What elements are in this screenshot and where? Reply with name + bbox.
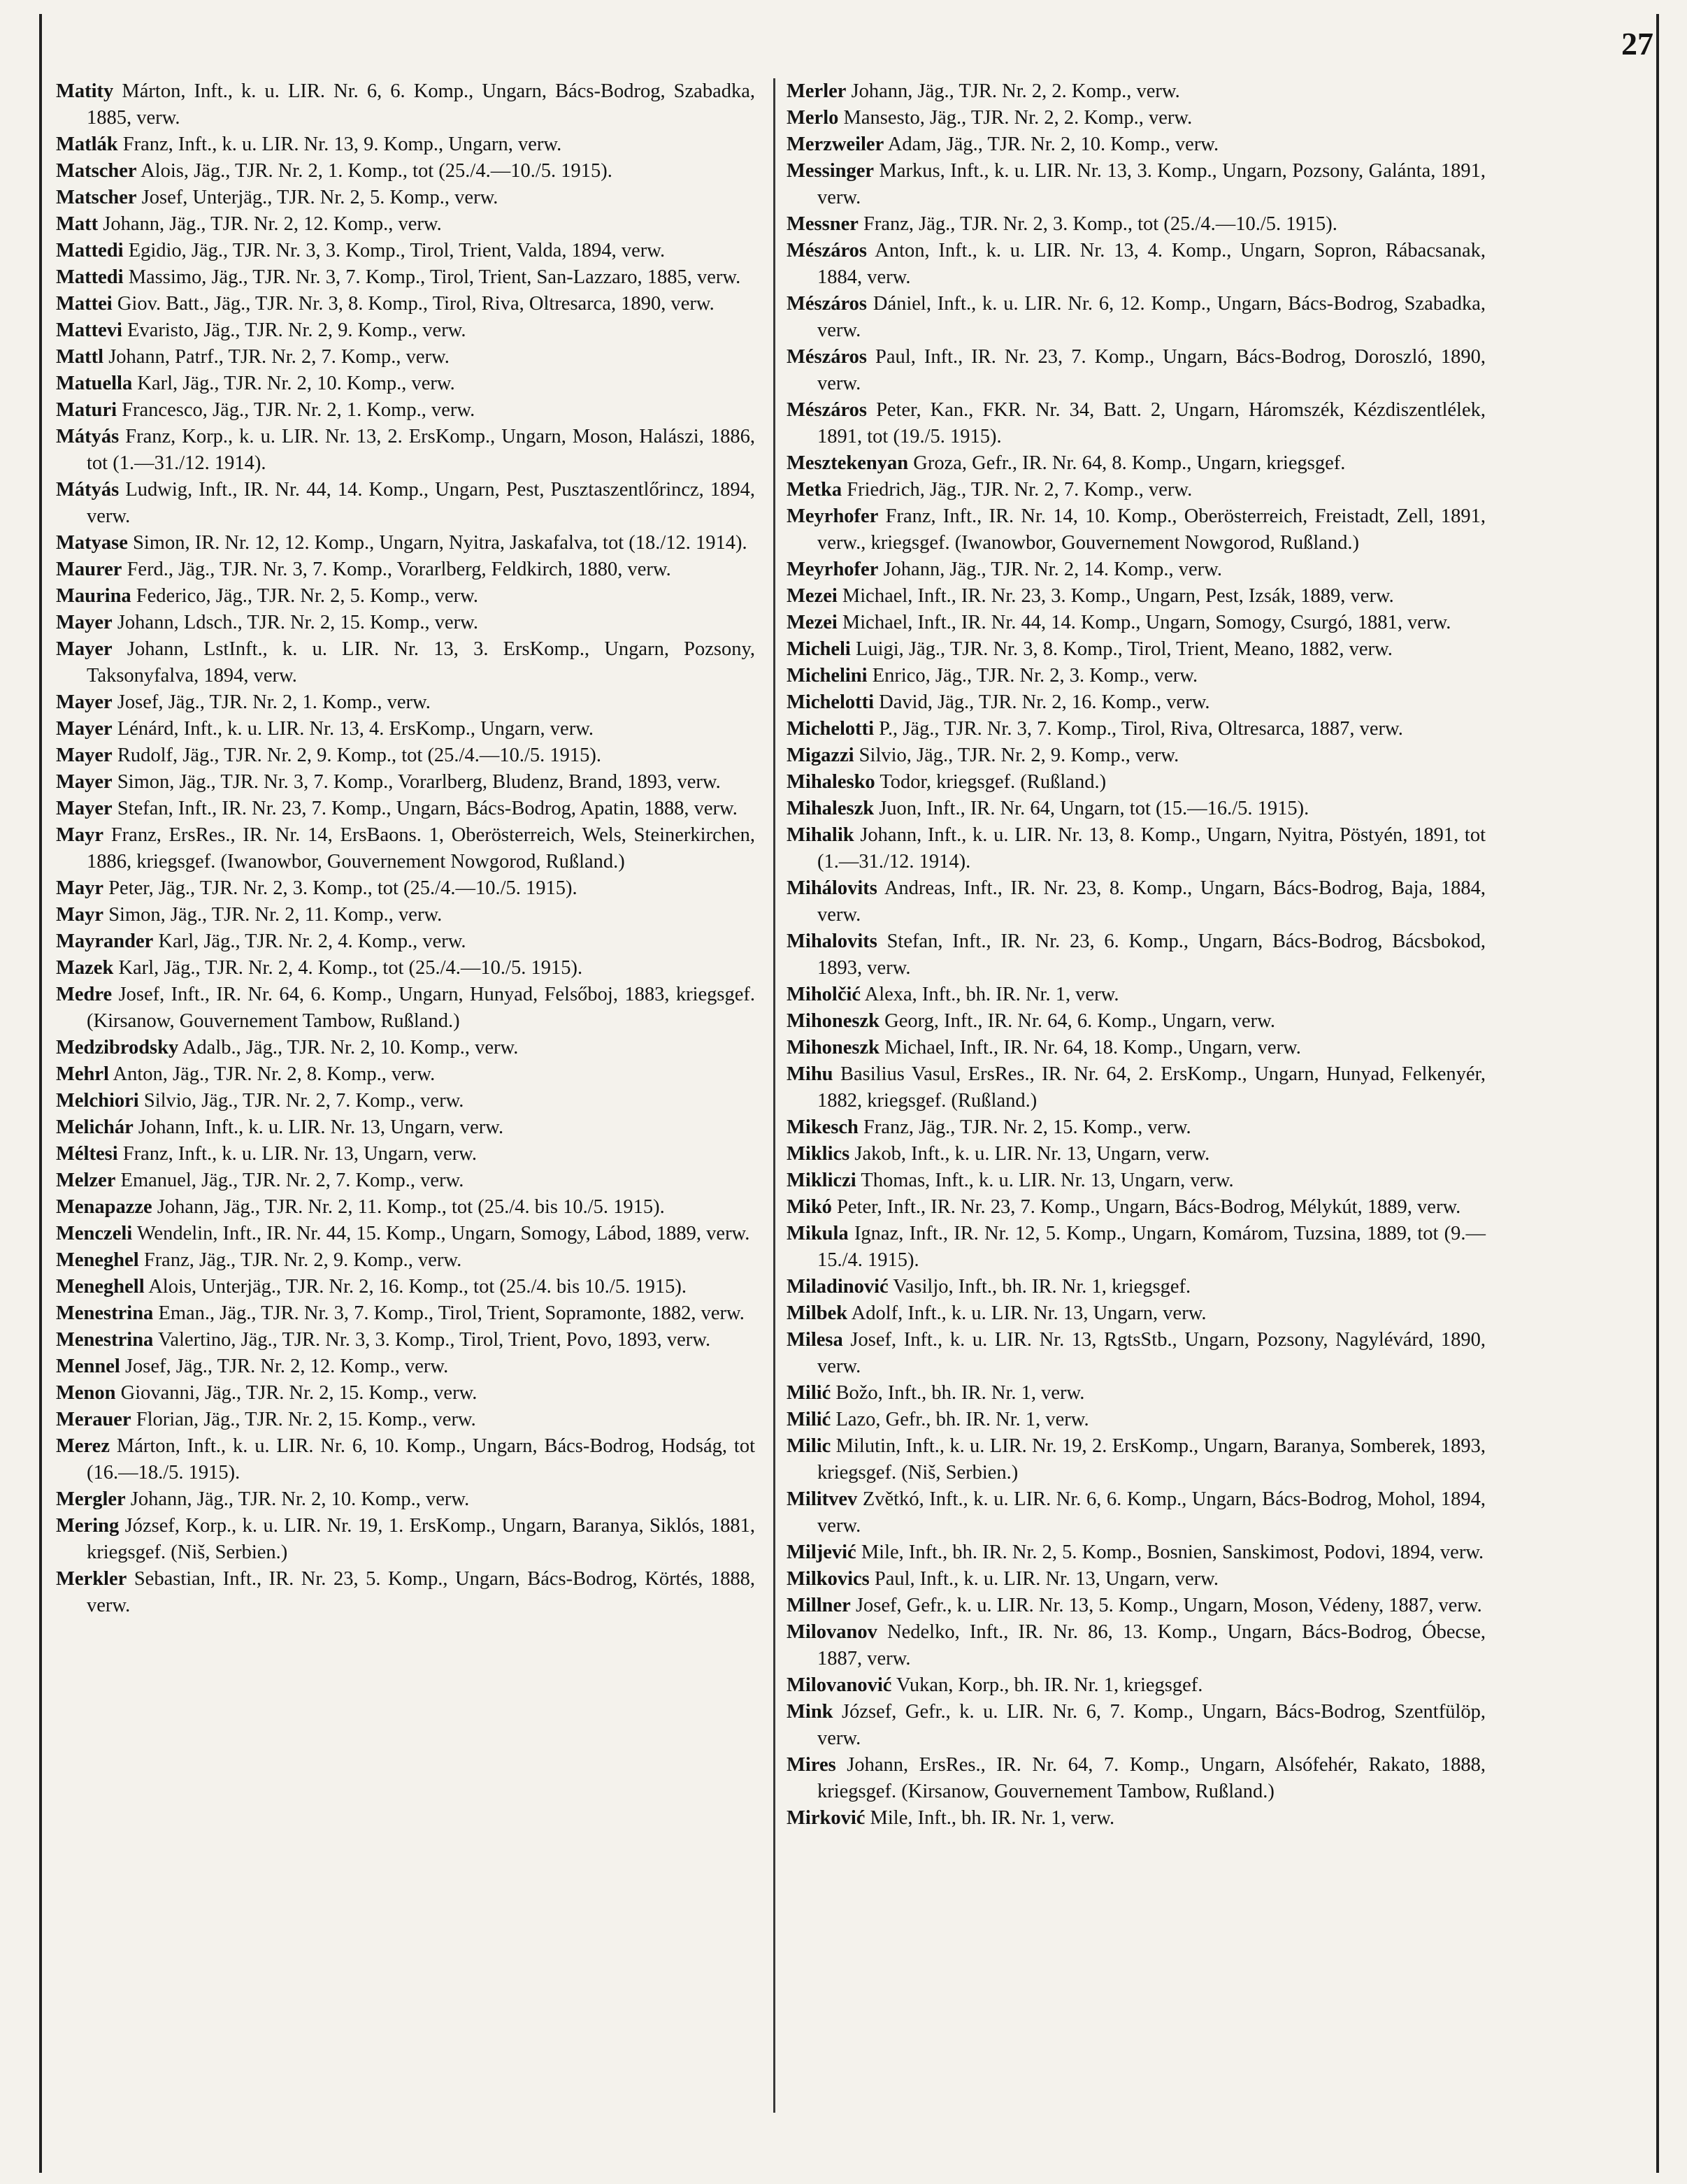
entry-details: Mansesto, Jäg., TJR. Nr. 2, 2. Komp., verw. [843, 107, 1193, 129]
roster-entry [56, 1061, 755, 1088]
entry-surname: Mészáros [787, 240, 868, 261]
entry-details: Franz, Jäg., TJR. Nr. 2, 9. Komp., verw. [143, 1249, 462, 1271]
roster-entry [56, 769, 755, 796]
roster-entry [787, 875, 1486, 928]
entry-surname: Mikesch [787, 1116, 859, 1138]
entry-details: Silvio, Jäg., TJR. Nr. 2, 9. Komp., verw. [859, 745, 1179, 766]
entry-surname: Merez [56, 1435, 110, 1457]
entry-details: Alexa, Inft., bh. IR. Nr. 1, verw. [864, 984, 1119, 1005]
entry-details: Josef, Inft., k. u. LIR. Nr. 13, RgtsStb., Ungarn, Pozsony, Nagylévárd, 1890, verw. [817, 1329, 1486, 1377]
roster-entry [787, 1274, 1486, 1300]
entry-details: Anton, Jäg., TJR. Nr. 2, 8. Komp., verw. [113, 1063, 436, 1085]
roster-entry [787, 450, 1486, 477]
entry-surname: Menapazze [56, 1196, 152, 1218]
entry-surname: Mészáros [787, 293, 868, 315]
roster-entry [56, 822, 755, 875]
roster-entry [787, 1141, 1486, 1168]
entry-surname: Merlo [787, 107, 839, 129]
roster-entry [787, 78, 1486, 105]
roster-entry [56, 238, 755, 264]
entry-surname: Merkler [56, 1568, 127, 1590]
roster-entry [787, 1194, 1486, 1221]
entry-surname: Milić [787, 1382, 831, 1404]
entry-details: Simon, IR. Nr. 12, 12. Komp., Ungarn, Nyitra, Jaskafalva, tot (18./12. 1914). [133, 532, 747, 554]
entry-surname: Matuella [56, 373, 133, 394]
entry-surname: Melchiori [56, 1090, 139, 1112]
roster-entry [56, 397, 755, 424]
roster-entry [56, 477, 755, 530]
entry-details: Federico, Jäg., TJR. Nr. 2, 5. Komp., verw. [136, 585, 478, 607]
entry-details: Michael, Inft., IR. Nr. 64, 18. Komp., Ungarn, verw. [884, 1037, 1301, 1058]
entry-surname: Mattedi [56, 266, 124, 288]
entry-details: Dániel, Inft., k. u. LIR. Nr. 6, 12. Komp., Ungarn, Bács-Bodrog, Szabadka, verw. [817, 293, 1486, 341]
entry-surname: Mihoneszk [787, 1010, 880, 1032]
roster-entry [787, 1008, 1486, 1035]
entry-details: Juon, Inft., IR. Nr. 64, Ungarn, tot (15.—16./5. 1915). [879, 798, 1309, 819]
roster-entry [787, 238, 1486, 291]
entry-details: Giovanni, Jäg., TJR. Nr. 2, 15. Komp., verw. [120, 1382, 478, 1404]
entry-details: Alois, Unterjäg., TJR. Nr. 2, 16. Komp., tot (25./4. bis 10./5. 1915). [148, 1276, 687, 1298]
roster-entry [787, 1168, 1486, 1194]
left-column [56, 78, 755, 1619]
entry-details: Markus, Inft., k. u. LIR. Nr. 13, 3. Komp., Ungarn, Pozsony, Galánta, 1891, verw. [817, 160, 1486, 208]
entry-surname: Matlák [56, 134, 118, 155]
entry-details: József, Gefr., k. u. LIR. Nr. 6, 7. Komp., Ungarn, Bács-Bodrog, Szentfülöp, verw. [817, 1701, 1486, 1749]
entry-details: Evaristo, Jäg., TJR. Nr. 2, 9. Komp., verw. [127, 319, 466, 341]
roster-entry [56, 1088, 755, 1114]
roster-entry [56, 1035, 755, 1061]
entry-details: Adalb., Jäg., TJR. Nr. 2, 10. Komp., verw. [182, 1037, 519, 1058]
roster-entry [56, 1513, 755, 1566]
entry-details: Thomas, Inft., k. u. LIR. Nr. 13, Ungarn, verw. [861, 1170, 1234, 1191]
entry-surname: Miholčić [787, 984, 861, 1005]
roster-entry [787, 477, 1486, 503]
roster-entry [787, 663, 1486, 689]
right-column [787, 78, 1486, 1832]
roster-entry [56, 1194, 755, 1221]
roster-entry [787, 1752, 1486, 1805]
roster-entry [787, 1566, 1486, 1593]
roster-entry [787, 1407, 1486, 1433]
entry-surname: Mihaleszk [787, 798, 875, 819]
roster-entry [56, 78, 755, 131]
entry-surname: Mayr [56, 904, 104, 926]
roster-entry [56, 689, 755, 716]
entry-surname: Maurina [56, 585, 131, 607]
entry-surname: Merauer [56, 1409, 131, 1430]
entry-details: Stefan, Inft., IR. Nr. 23, 7. Komp., Ungarn, Bács-Bodrog, Apatin, 1888, verw. [117, 798, 738, 819]
roster-entry [56, 1274, 755, 1300]
entry-surname: Méltesi [56, 1143, 118, 1165]
entry-surname: Mayer [56, 612, 113, 633]
entry-details: Johann, Jäg., TJR. Nr. 2, 14. Komp., verw. [883, 559, 1222, 580]
entry-surname: Mayer [56, 718, 113, 740]
roster-entry [56, 1114, 755, 1141]
roster-entry [787, 689, 1486, 716]
roster-entry [787, 1035, 1486, 1061]
entry-surname: Migazzi [787, 745, 854, 766]
roster-entry [56, 928, 755, 955]
entry-surname: Matyase [56, 532, 128, 554]
entry-surname: Mink [787, 1701, 833, 1723]
roster-entry [787, 1593, 1486, 1619]
entry-surname: Mihálovits [787, 877, 877, 899]
roster-entry [787, 928, 1486, 982]
entry-surname: Mezei [787, 612, 838, 633]
roster-entry [787, 503, 1486, 556]
entry-details: Francesco, Jäg., TJR. Nr. 2, 1. Komp., verw. [122, 399, 475, 421]
roster-entry [787, 1327, 1486, 1380]
entry-details: Jakob, Inft., k. u. LIR. Nr. 13, Ungarn, verw. [854, 1143, 1210, 1165]
roster-entry [56, 796, 755, 822]
entry-details: Ignaz, Inft., IR. Nr. 12, 5. Komp., Ungarn, Komárom, Tuzsina, 1889, tot (9.—15./4. 1915). [817, 1223, 1486, 1271]
entry-surname: Militvev [787, 1488, 858, 1510]
entry-surname: Merzweiler [787, 134, 884, 155]
roster-entry [787, 583, 1486, 610]
entry-details: Johann, LstInft., k. u. LIR. Nr. 13, 3. ErsKomp., Ungarn, Pozsony, Taksonyfalva, 1894, verw. [87, 638, 756, 687]
entry-details: Johann, ErsRes., IR. Nr. 64, 7. Komp., Ungarn, Alsófehér, Rakato, 1888, kriegsgef. (Kirsanow, Gouvernement Tambow, Rußland.) [817, 1754, 1486, 1802]
entry-details: Michael, Inft., IR. Nr. 23, 3. Komp., Ungarn, Pest, Izsák, 1889, verw. [842, 585, 1394, 607]
entry-details: Franz, Korp., k. u. LIR. Nr. 13, 2. ErsKomp., Ungarn, Moson, Halászi, 1886, tot (1.—31./12. 1914). [87, 426, 755, 474]
entry-details: Emanuel, Jäg., TJR. Nr. 2, 7. Komp., verw. [120, 1170, 464, 1191]
entry-surname: Milovanović [787, 1674, 892, 1696]
entry-details: Peter, Inft., IR. Nr. 23, 7. Komp., Ungarn, Bács-Bodrog, Mélykút, 1889, verw. [837, 1196, 1461, 1218]
entry-surname: Mires [787, 1754, 836, 1776]
roster-entry [787, 1300, 1486, 1327]
roster-entry [56, 530, 755, 556]
entry-details: Luigi, Jäg., TJR. Nr. 3, 8. Komp., Tirol, Trient, Meano, 1882, verw. [855, 638, 1393, 660]
entry-surname: Mazek [56, 957, 114, 979]
roster-entry [787, 1380, 1486, 1407]
entry-surname: Messner [787, 213, 859, 235]
entry-surname: Miladinović [787, 1276, 889, 1298]
entry-surname: Medre [56, 984, 113, 1005]
entry-surname: Mikliczi [787, 1170, 856, 1191]
entry-details: Giov. Batt., Jäg., TJR. Nr. 3, 8. Komp., Tirol, Riva, Oltresarca, 1890, verw. [117, 293, 715, 315]
roster-entry [787, 1114, 1486, 1141]
entry-details: Groza, Gefr., IR. Nr. 64, 8. Komp., Ungarn, kriegsgef. [913, 452, 1346, 474]
entry-surname: Mayer [56, 638, 113, 660]
roster-entry [56, 1168, 755, 1194]
entry-details: P., Jäg., TJR. Nr. 3, 7. Komp., Tirol, Riva, Oltresarca, 1887, verw. [879, 718, 1403, 740]
entry-surname: Mihalik [787, 824, 854, 846]
entry-details: Ludwig, Inft., IR. Nr. 44, 14. Komp., Ungarn, Pest, Pusztaszentlőrincz, 1894, verw. [87, 479, 755, 527]
roster-entry [56, 1566, 755, 1619]
entry-surname: Menon [56, 1382, 116, 1404]
entry-surname: Mayer [56, 745, 113, 766]
entry-details: Franz, Jäg., TJR. Nr. 2, 3. Komp., tot (25./4.—10./5. 1915). [863, 213, 1337, 235]
entry-details: Josef, Gefr., k. u. LIR. Nr. 13, 5. Komp., Ungarn, Moson, Védeny, 1887, verw. [855, 1595, 1482, 1616]
entry-surname: Menestrina [56, 1329, 154, 1351]
entry-details: Božo, Inft., bh. IR. Nr. 1, verw. [835, 1382, 1085, 1404]
roster-entry [787, 716, 1486, 742]
entry-surname: Mering [56, 1515, 120, 1537]
roster-entry [787, 344, 1486, 397]
entry-details: Michael, Inft., IR. Nr. 44, 14. Komp., Ungarn, Somogy, Csurgó, 1881, verw. [842, 612, 1451, 633]
roster-entry [787, 1486, 1486, 1539]
entry-surname: Meyrhofer [787, 505, 879, 527]
entry-surname: Milic [787, 1435, 831, 1457]
entry-details: Mile, Inft., bh. IR. Nr. 1, verw. [870, 1807, 1115, 1829]
entry-details: Márton, Inft., k. u. LIR. Nr. 6, 10. Komp., Ungarn, Bács-Bodrog, Hodság, tot (16.—18./5. 1915). [87, 1435, 756, 1483]
roster-entry [56, 902, 755, 928]
roster-entry [787, 211, 1486, 238]
entry-surname: Metka [787, 479, 842, 501]
entry-details: Johann, Inft., k. u. LIR. Nr. 13, 8. Komp., Ungarn, Nyitra, Pöstyén, 1891, tot (1.—31./12. 1914). [817, 824, 1486, 872]
roster-entry [56, 1247, 755, 1274]
entry-details: Johann, Jäg., TJR. Nr. 2, 10. Komp., verw. [130, 1488, 470, 1510]
entry-details: Johann, Jäg., TJR. Nr. 2, 2. Komp., verw. [851, 80, 1180, 102]
roster-entry [56, 556, 755, 583]
entry-details: Basilius Vasul, ErsRes., IR. Nr. 64, 2. ErsKomp., Ungarn, Hunyad, Felkenyér, 1882, kriegsgef. (Rußland.) [817, 1063, 1486, 1112]
entry-details: Milutin, Inft., k. u. LIR. Nr. 19, 2. ErsKomp., Ungarn, Baranya, Somberek, 1893, kriegsgef. (Niš, Serbien.) [817, 1435, 1486, 1483]
entry-surname: Mészáros [787, 399, 868, 421]
entry-details: Vasiljo, Inft., bh. IR. Nr. 1, kriegsgef. [893, 1276, 1191, 1298]
roster-entry [787, 556, 1486, 583]
roster-entry [787, 636, 1486, 663]
roster-entry [56, 955, 755, 982]
entry-surname: Menczeli [56, 1223, 133, 1244]
entry-surname: Mayer [56, 771, 113, 793]
entry-details: Sebastian, Inft., IR. Nr. 23, 5. Komp., Ungarn, Bács-Bodrog, Körtés, 1888, verw. [87, 1568, 756, 1616]
entry-surname: Mattevi [56, 319, 122, 341]
entry-surname: Milovanov [787, 1621, 877, 1643]
entry-details: Peter, Kan., FKR. Nr. 34, Batt. 2, Ungarn, Háromszék, Kézdiszentlélek, 1891, tot (19./5. 1915). [817, 399, 1486, 447]
entry-details: Adolf, Inft., k. u. LIR. Nr. 13, Ungarn, verw. [851, 1302, 1207, 1324]
entry-surname: Micheli [787, 638, 851, 660]
roster-entry [787, 1061, 1486, 1114]
roster-entry [56, 211, 755, 238]
roster-entry [56, 1300, 755, 1327]
roster-entry [56, 1433, 755, 1486]
roster-entry [787, 1433, 1486, 1486]
roster-entry [787, 1221, 1486, 1274]
roster-entry [787, 610, 1486, 636]
entry-surname: Mayrander [56, 931, 154, 952]
roster-entry [56, 1353, 755, 1380]
entry-details: Simon, Jäg., TJR. Nr. 2, 11. Komp., verw. [108, 904, 443, 926]
roster-entry [787, 105, 1486, 131]
entry-surname: Mehrl [56, 1063, 109, 1085]
entry-details: Johann, Ldsch., TJR. Nr. 2, 15. Komp., verw. [117, 612, 478, 633]
entry-details: Lénárd, Inft., k. u. LIR. Nr. 13, 4. ErsKomp., Ungarn, verw. [117, 718, 594, 740]
entry-surname: Menestrina [56, 1302, 154, 1324]
entry-details: Karl, Jäg., TJR. Nr. 2, 10. Komp., verw. [137, 373, 455, 394]
roster-entry [787, 158, 1486, 211]
entry-surname: Mirković [787, 1807, 866, 1829]
entry-details: Vukan, Korp., bh. IR. Nr. 1, kriegsgef. [896, 1674, 1203, 1696]
roster-entry [56, 875, 755, 902]
entry-surname: Mihu [787, 1063, 833, 1085]
entry-details: Karl, Jäg., TJR. Nr. 2, 4. Komp., tot (25./4.—10./5. 1915). [118, 957, 583, 979]
roster-entry [56, 131, 755, 158]
roster-entry [56, 610, 755, 636]
roster-entry [56, 185, 755, 211]
entry-surname: Meneghel [56, 1249, 139, 1271]
entry-details: Egidio, Jäg., TJR. Nr. 3, 3. Komp., Tirol, Trient, Valda, 1894, verw. [128, 240, 666, 261]
roster-entry [56, 344, 755, 371]
entry-surname: Matscher [56, 187, 137, 208]
entry-surname: Medzibrodsky [56, 1037, 179, 1058]
entry-details: Johann, Jäg., TJR. Nr. 2, 11. Komp., tot (25./4. bis 10./5. 1915). [157, 1196, 665, 1218]
roster-entry [56, 1327, 755, 1353]
roster-entry [56, 1486, 755, 1513]
entry-details: Johann, Patrf., TJR. Nr. 2, 7. Komp., verw. [108, 346, 450, 368]
entry-surname: Mergler [56, 1488, 126, 1510]
entry-details: Franz, Inft., IR. Nr. 14, 10. Komp., Oberösterreich, Freistadt, Zell, 1891, verw., kriegsgef. (Iwanowbor, Gouvernement Nowgorod, Rußland.) [817, 505, 1486, 554]
entry-surname: Milbek [787, 1302, 848, 1324]
roster-entry [787, 1672, 1486, 1699]
entry-details: Rudolf, Jäg., TJR. Nr. 2, 9. Komp., tot (25./4.—10./5. 1915). [117, 745, 602, 766]
entry-details: Josef, Jäg., TJR. Nr. 2, 12. Komp., verw. [124, 1356, 449, 1377]
entry-details: Simon, Jäg., TJR. Nr. 3, 7. Komp., Vorarlberg, Bludenz, Brand, 1893, verw. [117, 771, 721, 793]
entry-details: Peter, Jäg., TJR. Nr. 2, 3. Komp., tot (25./4.—10./5. 1915). [108, 877, 577, 899]
entry-details: Todor, kriegsgef. (Rußland.) [880, 771, 1107, 793]
roster-entry [787, 796, 1486, 822]
roster-entry [56, 1141, 755, 1168]
entry-surname: Mesztekenyan [787, 452, 909, 474]
entry-details: Josef, Unterjäg., TJR. Nr. 2, 5. Komp., verw. [141, 187, 498, 208]
roster-entry [56, 424, 755, 477]
roster-entry [56, 371, 755, 397]
entry-surname: Michelotti [787, 691, 875, 713]
entry-details: Wendelin, Inft., IR. Nr. 44, 15. Komp., Ungarn, Somogy, Lábod, 1889, verw. [136, 1223, 750, 1244]
entry-surname: Mihalesko [787, 771, 875, 793]
entry-surname: Matity [56, 80, 114, 102]
entry-details: Ferd., Jäg., TJR. Nr. 3, 7. Komp., Vorarlberg, Feldkirch, 1880, verw. [127, 559, 671, 580]
roster-entry [56, 264, 755, 291]
entry-surname: Milić [787, 1409, 831, 1430]
entry-details: Paul, Inft., k. u. LIR. Nr. 13, Ungarn, verw. [874, 1568, 1219, 1590]
roster-entry [787, 397, 1486, 450]
entry-surname: Mattl [56, 346, 104, 368]
entry-details: Massimo, Jäg., TJR. Nr. 3, 7. Komp., Tirol, Trient, San-Lazzaro, 1885, verw. [128, 266, 741, 288]
entry-details: Franz, Jäg., TJR. Nr. 2, 15. Komp., verw. [863, 1116, 1191, 1138]
roster-entry [56, 583, 755, 610]
roster-entry [787, 982, 1486, 1008]
entry-surname: Milesa [787, 1329, 843, 1351]
entry-surname: Melichár [56, 1116, 134, 1138]
entry-surname: Maturi [56, 399, 117, 421]
entry-details: Florian, Jäg., TJR. Nr. 2, 15. Komp., verw. [136, 1409, 476, 1430]
roster-entry [56, 317, 755, 344]
entry-surname: Mikula [787, 1223, 849, 1244]
entry-surname: Michelini [787, 665, 868, 687]
entry-details: Josef, Inft., IR. Nr. 64, 6. Komp., Ungarn, Hunyad, Felsőboj, 1883, kriegsgef. (Kirsanow, Gouvernement Tambow, Rußland.) [87, 984, 755, 1032]
entry-details: Friedrich, Jäg., TJR. Nr. 2, 7. Komp., verw. [847, 479, 1193, 501]
entry-surname: Milkovics [787, 1568, 870, 1590]
entry-details: Johann, Jäg., TJR. Nr. 2, 12. Komp., verw. [103, 213, 442, 235]
entry-details: Franz, Inft., k. u. LIR. Nr. 13, 9. Komp., Ungarn, verw. [122, 134, 562, 155]
entry-details: Zvětkó, Inft., k. u. LIR. Nr. 6, 6. Komp., Ungarn, Bács-Bodrog, Mohol, 1894, verw. [817, 1488, 1486, 1537]
entry-surname: Mikó [787, 1196, 832, 1218]
entry-details: David, Jäg., TJR. Nr. 2, 16. Komp., verw. [879, 691, 1210, 713]
entry-surname: Millner [787, 1595, 851, 1616]
entry-details: Silvio, Jäg., TJR. Nr. 2, 7. Komp., verw. [143, 1090, 464, 1112]
entry-details: Márton, Inft., k. u. LIR. Nr. 6, 6. Komp., Ungarn, Bács-Bodrog, Szabadka, 1885, verw. [87, 80, 756, 129]
entry-surname: Michelotti [787, 718, 875, 740]
entry-surname: Miklics [787, 1143, 850, 1165]
roster-entry [56, 291, 755, 317]
page-number: 27 [1621, 26, 1653, 62]
entry-details: Adam, Jäg., TJR. Nr. 2, 10. Komp., verw. [887, 134, 1219, 155]
entry-details: Georg, Inft., IR. Nr. 64, 6. Komp., Ungarn, verw. [884, 1010, 1275, 1032]
entry-details: Eman., Jäg., TJR. Nr. 3, 7. Komp., Tirol, Trient, Sopramonte, 1882, verw. [158, 1302, 745, 1324]
entry-surname: Meneghell [56, 1276, 145, 1298]
entry-surname: Melzer [56, 1170, 116, 1191]
entry-surname: Mátyás [56, 479, 120, 501]
entry-surname: Mattei [56, 293, 113, 315]
column-divider [773, 78, 775, 2113]
entry-surname: Messinger [787, 160, 875, 182]
entry-surname: Meyrhofer [787, 559, 879, 580]
roster-entry [56, 1407, 755, 1433]
entry-surname: Matscher [56, 160, 137, 182]
entry-surname: Mattedi [56, 240, 124, 261]
roster-entry [787, 742, 1486, 769]
roster-entry [787, 131, 1486, 158]
entry-details: Karl, Jäg., TJR. Nr. 2, 4. Komp., verw. [158, 931, 466, 952]
roster-entry [787, 1619, 1486, 1672]
roster-entry [56, 1221, 755, 1247]
entry-surname: Mayr [56, 824, 104, 846]
entry-surname: Mihoneszk [787, 1037, 880, 1058]
roster-entry [56, 982, 755, 1035]
roster-entry [56, 636, 755, 689]
entry-surname: Mátyás [56, 426, 120, 447]
roster-entry [56, 716, 755, 742]
roster-entry [787, 1539, 1486, 1566]
entry-details: Anton, Inft., k. u. LIR. Nr. 13, 4. Komp., Ungarn, Sopron, Rábacsanak, 1884, verw. [817, 240, 1486, 288]
entry-details: Paul, Inft., IR. Nr. 23, 7. Komp., Ungarn, Bács-Bodrog, Doroszló, 1890, verw. [817, 346, 1486, 394]
entry-details: Enrico, Jäg., TJR. Nr. 2, 3. Komp., verw. [872, 665, 1198, 687]
roster-entry [56, 1380, 755, 1407]
roster-entry [56, 158, 755, 185]
entry-details: Franz, ErsRes., IR. Nr. 14, ErsBaons. 1, Oberösterreich, Wels, Steinerkirchen, 1886, kriegsgef. (Iwanowbor, Gouvernement Nowgorod, Rußland.) [87, 824, 755, 872]
entry-surname: Mayr [56, 877, 104, 899]
entry-surname: Mihalovits [787, 931, 877, 952]
roster-entry [787, 1805, 1486, 1832]
entry-surname: Mayer [56, 691, 113, 713]
entry-details: Franz, Inft., k. u. LIR. Nr. 13, Ungarn, verw. [122, 1143, 478, 1165]
entry-details: Andreas, Inft., IR. Nr. 23, 8. Komp., Ungarn, Bács-Bodrog, Baja, 1884, verw. [817, 877, 1486, 926]
entry-details: Valertino, Jäg., TJR. Nr. 3, 3. Komp., Tirol, Trient, Povo, 1893, verw. [157, 1329, 711, 1351]
entry-details: Alois, Jäg., TJR. Nr. 2, 1. Komp., tot (25./4.—10./5. 1915). [141, 160, 612, 182]
entry-details: Stefan, Inft., IR. Nr. 23, 6. Komp., Ungarn, Bács-Bodrog, Bácsbokod, 1893, verw. [817, 931, 1486, 979]
roster-entry [787, 822, 1486, 875]
entry-details: Johann, Inft., k. u. LIR. Nr. 13, Ungarn, verw. [138, 1116, 504, 1138]
entry-surname: Mészáros [787, 346, 868, 368]
entry-details: Nedelko, Inft., IR. Nr. 86, 13. Komp., Ungarn, Bács-Bodrog, Óbecse, 1887, verw. [817, 1621, 1486, 1669]
entry-surname: Matt [56, 213, 99, 235]
entry-surname: Miljević [787, 1542, 856, 1563]
entry-surname: Mayer [56, 798, 113, 819]
roster-entry [787, 1699, 1486, 1752]
roster-entry [787, 769, 1486, 796]
roster-entry [787, 291, 1486, 344]
entry-details: Josef, Jäg., TJR. Nr. 2, 1. Komp., verw. [117, 691, 431, 713]
entry-surname: Mennel [56, 1356, 120, 1377]
roster-entry [56, 742, 755, 769]
entry-details: Lazo, Gefr., bh. IR. Nr. 1, verw. [835, 1409, 1089, 1430]
entry-details: Mile, Inft., bh. IR. Nr. 2, 5. Komp., Bosnien, Sanskimost, Podovi, 1894, verw. [861, 1542, 1484, 1563]
entry-surname: Maurer [56, 559, 122, 580]
entry-surname: Mezei [787, 585, 838, 607]
entry-surname: Merler [787, 80, 847, 102]
entry-details: József, Korp., k. u. LIR. Nr. 19, 1. ErsKomp., Ungarn, Baranya, Siklós, 1881, kriegsgef. (Niš, Serbien.) [87, 1515, 756, 1563]
